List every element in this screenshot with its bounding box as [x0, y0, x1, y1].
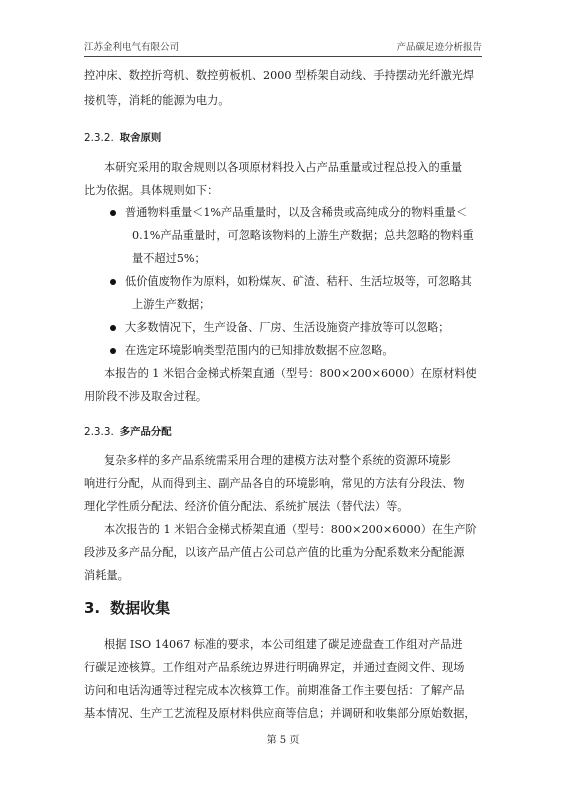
bullet-line: 普通物料重量＜1%产品重量时，以及含稀贵或高纯成分的物料重量＜ — [125, 206, 468, 219]
section-number: 3. — [84, 599, 101, 617]
bullet-icon — [110, 279, 116, 285]
paragraph-line: 本报告的 1 米铝合金梯式桥架直通（型号：800×200×6000）在原材料使 — [104, 367, 477, 380]
paragraph-line: 本次报告的 1 米铝合金梯式桥架直通（型号：800×200×6000）在生产阶 — [104, 523, 477, 536]
paragraph-line: 段涉及多产品分配，以该产品产值占公司总产值的比重为分配系数来分配能源 — [84, 546, 465, 559]
paragraph-line: 比为依据。具体规则如下： — [84, 184, 219, 197]
section-title: 多产品分配 — [119, 426, 172, 438]
section-title: 取舍原则 — [119, 132, 162, 144]
section-number: 2.3.3. — [84, 426, 114, 438]
bullet-icon — [110, 348, 116, 354]
body-line: 接机等，消耗的能源为电力。 — [84, 94, 230, 107]
bullet-line: 大多数情况下，生产设备、厂房、生活设施资产排放等可以忽略； — [125, 321, 450, 334]
bullet-line: 低价值废物作为原料，如粉煤灰、矿渣、秸秆、生活垃圾等，可忽略其 — [125, 275, 472, 288]
paragraph-line: 基本情况、生产工艺流程及原材料供应商等信息；并调研和收集部分原始数据， — [84, 707, 476, 720]
bullet-line: 上游生产数据； — [132, 298, 211, 311]
bullet-line: 0.1%产品重量时，可忽略该物料的上游生产数据；总共忽略的物料重 — [132, 229, 474, 242]
bullet-line: 在选定环境影响类型范围内的已知排放数据不应忽略。 — [125, 344, 394, 357]
bullet-icon — [110, 325, 116, 331]
header-company: 江苏金利电气有限公司 — [84, 42, 180, 53]
section-heading-3 — [84, 599, 482, 617]
section-heading-2-3-3 — [84, 423, 482, 441]
section-heading-2-3-2 — [84, 129, 482, 147]
header-report-title: 产品碳足迹分析报告 — [396, 42, 482, 53]
paragraph-line: 访问和电话沟通等过程完成本次核算工作。前期准备工作主要包括：了解产品 — [84, 684, 465, 697]
paragraph-line: 理化学性质分配法、经济价值分配法、系统扩展法（替代法）等。 — [84, 500, 409, 513]
paragraph-line: 复杂多样的多产品系统需采用合理的建模方法对整个系统的资源环境影 — [104, 454, 451, 467]
paragraph-line: 行碳足迹核算。工作组对产品系统边界进行明确界定，并通过查阅文件、现场 — [84, 661, 465, 674]
section-title: 数据收集 — [110, 599, 171, 617]
paragraph-line: 本研究采用的取舍规则以各项原材料投入占产品重量或过程总投入的重量 — [104, 161, 463, 174]
page-header — [84, 39, 482, 55]
page-number: 第 5 页 — [266, 735, 300, 746]
section-number: 2.3.2. — [84, 132, 114, 144]
paragraph-line: 用阶段不涉及取舍过程。 — [84, 390, 208, 403]
paragraph-line: 消耗量。 — [84, 569, 129, 582]
paragraph-line: 响进行分配，从而得到主、副产品各自的环境影响，常见的方法有分段法、物 — [84, 477, 465, 490]
paragraph-line: 根据 ISO 14067 标准的要求，本公司组建了碳足迹盘查工作组对产品进 — [104, 638, 463, 651]
body-line: 控冲床、数控折弯机、数控剪板机、2000 型桥架自动线、手持摆动光纤激光焊 — [84, 69, 475, 82]
bullet-line: 量不超过5%； — [132, 252, 206, 265]
bullet-icon — [110, 210, 116, 216]
header-rule — [84, 56, 482, 57]
